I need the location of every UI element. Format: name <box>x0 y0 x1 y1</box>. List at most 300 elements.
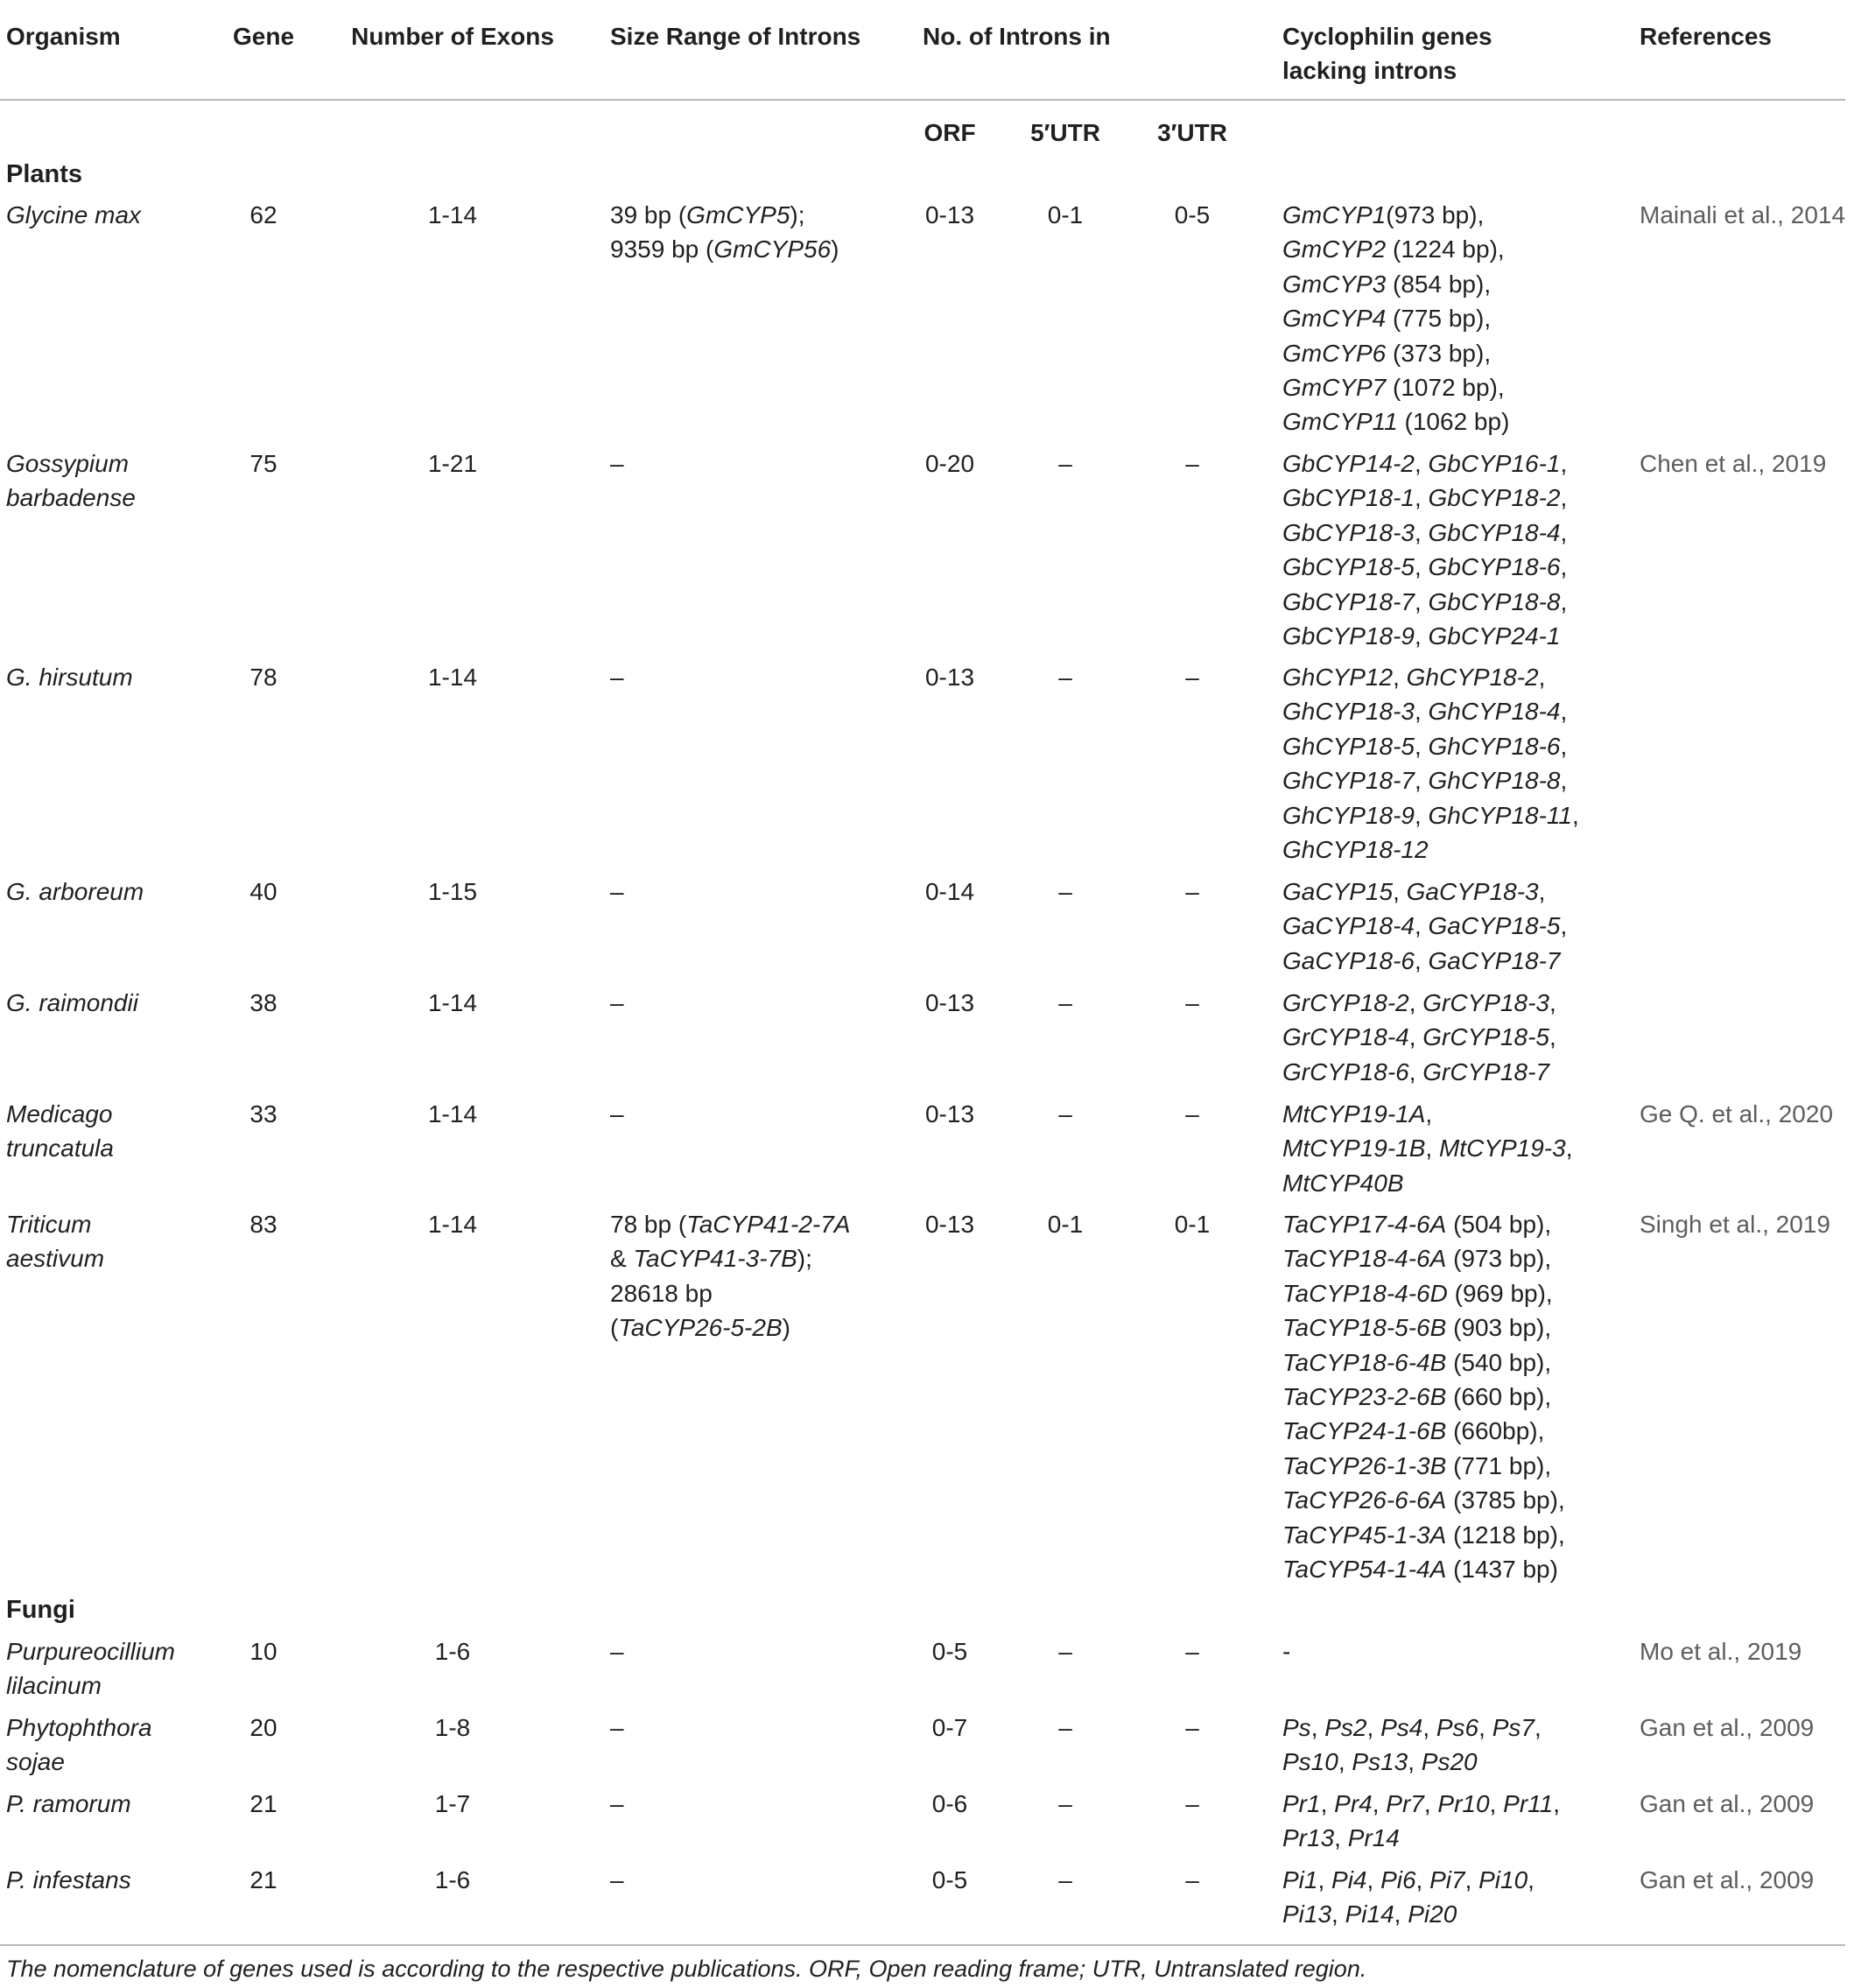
text-segment: , <box>1478 1714 1492 1741</box>
table-footnote: The nomenclature of genes used is according to the respective publications. ORF, Open reading frame; UTR, Untranslated region. <box>6 1956 1367 1982</box>
text-segment: , <box>1408 989 1423 1016</box>
text-segment: , <box>1414 553 1429 581</box>
intronless-genes-line <box>1282 232 1509 266</box>
gene-count: 78 <box>249 664 277 691</box>
gene-name: Ps10 <box>1282 1748 1338 1776</box>
organism-name <box>6 1787 131 1821</box>
text-segment: , <box>1393 664 1407 691</box>
exon-count: 1-6 <box>434 1638 471 1665</box>
gene-count: 21 <box>249 1866 277 1893</box>
text-segment: , <box>1338 1748 1352 1776</box>
gene-name: GmCYP2 <box>1282 235 1387 263</box>
text-segment: , <box>1489 1790 1504 1817</box>
text-segment: , <box>1408 1023 1423 1051</box>
header-lacking-line1: Cyclophilin genes <box>1282 23 1492 50</box>
text-segment: (1224 bp), <box>1386 235 1505 263</box>
intronless-genes-line <box>1282 729 1579 763</box>
text-segment: , <box>1372 1790 1387 1817</box>
intronless-genes-line <box>1282 1380 1565 1414</box>
intronless-genes <box>1282 1097 1572 1200</box>
orf-introns: 0-14 <box>924 878 975 905</box>
intronless-genes-line <box>1282 1552 1565 1586</box>
text-segment: , <box>1560 767 1568 795</box>
exon-count: 1-6 <box>434 1866 471 1893</box>
subheader-3utr: 3′UTR <box>1157 119 1227 146</box>
orf-introns: 0-20 <box>924 450 975 477</box>
utr3-introns: – <box>1185 989 1199 1016</box>
organism-name-line: Purpureocillium <box>6 1638 175 1665</box>
gene-name: TaCYP41-3-7B <box>633 1245 797 1273</box>
intron-size-range <box>610 1207 850 1345</box>
organism-name <box>6 875 144 909</box>
intronless-genes-line <box>1282 550 1567 584</box>
gene-name: Pr13 <box>1282 1824 1335 1852</box>
organism-name-line: Phytophthora <box>6 1714 152 1741</box>
text-segment: - <box>1282 1638 1291 1665</box>
text-segment: – <box>610 450 624 477</box>
gene-name: TaCYP41-2-7A <box>686 1211 851 1238</box>
reference: Mo et al., 2019 <box>1640 1638 1802 1665</box>
gene-name: Ps <box>1282 1714 1311 1741</box>
utr5-introns: – <box>1058 989 1072 1016</box>
gene-name: GrCYP18-4 <box>1282 1023 1409 1051</box>
gene-name: GhCYP18-4 <box>1428 698 1561 726</box>
gene-name: Pr1 <box>1282 1790 1321 1817</box>
text-segment: , <box>1538 878 1546 905</box>
intronless-genes-line <box>1282 1207 1565 1241</box>
intronless-genes-line <box>1282 1634 1290 1668</box>
header-organism: Organism <box>6 23 121 50</box>
text-segment: , <box>1549 1023 1556 1051</box>
intronless-genes-line <box>1282 336 1509 370</box>
text-segment: , <box>1414 732 1429 760</box>
text-segment: , <box>1422 1714 1436 1741</box>
gene-name: GbCYP18-7 <box>1282 587 1415 615</box>
utr5-introns: 0-1 <box>1047 201 1084 228</box>
gene-name: Pi14 <box>1345 1900 1394 1928</box>
organism-name <box>6 1097 114 1166</box>
gene-name: GrCYP18-5 <box>1422 1023 1549 1051</box>
intronless-genes-line <box>1282 944 1567 978</box>
gene-name: Ps4 <box>1380 1714 1423 1741</box>
utr5-introns: – <box>1058 1638 1072 1665</box>
text-segment: , <box>1414 946 1429 974</box>
gene-name: GbCYP18-9 <box>1282 622 1415 650</box>
utr5-introns: 0-1 <box>1047 1211 1084 1238</box>
utr3-introns: – <box>1185 664 1199 691</box>
intron-size-range <box>610 1787 624 1821</box>
organism-name <box>6 660 133 694</box>
text-segment: (1072 bp), <box>1386 374 1505 402</box>
text-segment: ) <box>782 1314 790 1342</box>
gene-name: Pr10 <box>1437 1790 1490 1817</box>
gene-name: Pi10 <box>1478 1866 1528 1893</box>
text-segment: , <box>1394 1900 1408 1928</box>
subheader-5utr: 5′UTR <box>1030 119 1100 146</box>
intron-size-range-line <box>610 1711 624 1745</box>
text-segment: , <box>1310 1714 1325 1741</box>
text-segment: , <box>1414 698 1429 726</box>
intron-size-range <box>610 875 624 909</box>
gene-name: TaCYP23-2-6B <box>1282 1383 1447 1411</box>
gene-name: MtCYP19-1A <box>1282 1100 1426 1127</box>
text-segment: , <box>1560 587 1568 615</box>
intronless-genes <box>1282 1863 1534 1932</box>
text-segment: , <box>1366 1714 1381 1741</box>
text-segment: , <box>1553 1790 1560 1817</box>
utr5-introns: – <box>1058 878 1072 905</box>
intronless-genes <box>1282 875 1567 978</box>
gene-name: GbCYP14-2 <box>1282 450 1415 477</box>
gene-name: Pi4 <box>1331 1866 1367 1893</box>
intronless-genes-line <box>1282 267 1509 301</box>
text-segment: , <box>1560 484 1568 512</box>
text-segment: , <box>1560 553 1568 581</box>
intronless-genes-line <box>1282 1821 1560 1855</box>
gene-count: 62 <box>249 201 277 228</box>
intronless-genes-line <box>1282 370 1509 404</box>
gene-name: TaCYP18-6-4B <box>1282 1348 1447 1376</box>
intronless-genes-line <box>1282 832 1579 867</box>
text-segment: , <box>1414 450 1429 477</box>
text-segment: , <box>1560 450 1568 477</box>
exon-count: 1-15 <box>427 878 478 905</box>
intron-size-range-line <box>610 446 624 481</box>
intronless-genes <box>1282 660 1579 867</box>
intronless-genes-line <box>1282 1097 1572 1131</box>
header-divider <box>0 99 1845 101</box>
exon-count: 1-14 <box>427 201 478 228</box>
reference: Gan et al., 2009 <box>1640 1790 1815 1817</box>
text-segment: (775 bp), <box>1386 305 1492 333</box>
gene-name: GhCYP18-6 <box>1428 732 1561 760</box>
exon-count: 1-14 <box>427 1211 478 1238</box>
organism-name-line: Gossypium <box>6 450 130 477</box>
gene-name: GbCYP18-3 <box>1282 518 1415 546</box>
gene-name: TaCYP26-5-2B <box>618 1314 783 1342</box>
organism-name <box>6 1634 175 1703</box>
gene-count: 21 <box>249 1790 277 1817</box>
text-segment: ) <box>831 235 839 263</box>
gene-name: Pi6 <box>1380 1866 1416 1893</box>
intronless-genes <box>1282 1787 1560 1856</box>
text-segment: , <box>1331 1900 1345 1928</box>
organism-name <box>6 1863 131 1897</box>
utr5-introns: – <box>1058 1866 1072 1893</box>
text-segment: , <box>1408 1057 1423 1085</box>
organism-name-line: aestivum <box>6 1245 105 1273</box>
gene-name: Pr11 <box>1503 1790 1554 1817</box>
intron-size-range-line <box>610 1634 624 1668</box>
intronless-genes-line <box>1282 516 1567 550</box>
gene-name: GmCYP4 <box>1282 305 1387 333</box>
exon-count: 1-7 <box>434 1790 471 1817</box>
exon-count: 1-14 <box>427 1100 478 1127</box>
gene-name: GbCYP16-1 <box>1428 450 1561 477</box>
gene-name: GaCYP18-5 <box>1428 912 1561 940</box>
gene-count: 75 <box>249 450 277 477</box>
text-segment: (969 bp), <box>1447 1279 1553 1307</box>
gene-name: TaCYP26-1-3B <box>1282 1451 1447 1479</box>
text-segment: , <box>1393 878 1407 905</box>
text-segment: & <box>610 1245 634 1273</box>
organism-name-line: sojae <box>6 1748 65 1776</box>
intron-size-range-line <box>610 1276 850 1310</box>
text-segment: , <box>1320 1790 1335 1817</box>
text-segment: – <box>610 1866 624 1893</box>
header-references: References <box>1640 23 1772 50</box>
gene-name: GmCYP7 <box>1282 374 1387 402</box>
organism-name-line: lilacinum <box>6 1672 102 1700</box>
exon-count: 1-21 <box>427 450 478 477</box>
gene-name: GmCYP5 <box>686 201 790 228</box>
exon-count: 1-14 <box>427 664 478 691</box>
intron-size-range-line <box>610 1863 624 1897</box>
gene-name: GrCYP18-7 <box>1422 1057 1549 1085</box>
text-segment: , <box>1425 1134 1439 1163</box>
gene-name: TaCYP45-1-3A <box>1282 1521 1447 1549</box>
text-segment: ); <box>797 1245 812 1273</box>
intron-size-range-line <box>610 1097 624 1131</box>
text-segment: , <box>1366 1866 1381 1893</box>
text-segment: , <box>1408 1748 1422 1776</box>
orf-introns: 0-5 <box>931 1866 968 1893</box>
gene-name: TaCYP18-5-6B <box>1282 1314 1447 1342</box>
gene-name: MtCYP19-1B <box>1282 1134 1426 1163</box>
text-segment: , <box>1414 801 1429 829</box>
reference: Singh et al., 2019 <box>1640 1211 1830 1238</box>
gene-name: GbCYP18-4 <box>1428 518 1561 546</box>
orf-introns: 0-13 <box>924 1100 975 1127</box>
organism-name-line: G. raimondii <box>6 989 138 1016</box>
intron-size-range-line <box>610 875 624 909</box>
text-segment: (373 bp), <box>1386 339 1492 367</box>
gene-name: Ps20 <box>1421 1748 1478 1776</box>
text-segment: (903 bp), <box>1446 1314 1552 1342</box>
text-segment: , <box>1560 698 1568 726</box>
text-segment: 28618 bp <box>610 1279 713 1307</box>
intronless-genes-line <box>1282 1787 1560 1821</box>
reference: Chen et al., 2019 <box>1640 450 1827 477</box>
intronless-genes-line <box>1282 198 1509 232</box>
utr5-introns: – <box>1058 1714 1072 1741</box>
text-segment: (1218 bp), <box>1446 1521 1565 1549</box>
intronless-genes-line <box>1282 986 1556 1020</box>
gene-name: GaCYP18-3 <box>1406 878 1539 905</box>
text-segment: (854 bp), <box>1386 270 1492 298</box>
text-segment: , <box>1560 518 1568 546</box>
intronless-genes-line <box>1282 1863 1534 1897</box>
gene-name: GmCYP1 <box>1282 201 1387 228</box>
intronless-genes-line <box>1282 1449 1565 1483</box>
gene-name: GbCYP18-8 <box>1428 587 1561 615</box>
intronless-genes-line <box>1282 1897 1534 1931</box>
intronless-genes <box>1282 198 1509 439</box>
section-fungi: Fungi <box>6 1596 75 1624</box>
text-segment: – <box>610 1714 624 1741</box>
orf-introns: 0-13 <box>924 201 975 228</box>
text-segment: , <box>1414 912 1429 940</box>
intron-size-range <box>610 1097 624 1131</box>
intron-size-range <box>610 986 624 1020</box>
gene-name: GmCYP3 <box>1282 270 1387 298</box>
gene-count: 40 <box>249 878 277 905</box>
header-intron-size: Size Range of Introns <box>610 23 861 50</box>
gene-name: GhCYP18-2 <box>1406 664 1539 691</box>
organism-name-line: barbadense <box>6 484 136 512</box>
intronless-genes-line <box>1282 1055 1556 1089</box>
organism-name <box>6 446 136 516</box>
reference: Gan et al., 2009 <box>1640 1866 1815 1893</box>
text-segment: – <box>610 1790 624 1817</box>
gene-name: GhCYP18-11 <box>1428 801 1572 829</box>
intron-size-range <box>610 1711 624 1745</box>
gene-name: GhCYP18-9 <box>1282 801 1415 829</box>
orf-introns: 0-13 <box>924 1211 975 1238</box>
orf-introns: 0-7 <box>931 1714 968 1741</box>
intronless-genes <box>1282 446 1567 653</box>
gene-name: Ps7 <box>1492 1714 1534 1741</box>
intronless-genes-line <box>1282 1345 1565 1380</box>
orf-introns: 0-13 <box>924 664 975 691</box>
intron-size-range-line <box>610 1207 850 1241</box>
gene-name: TaCYP26-6-6A <box>1282 1486 1447 1514</box>
gene-name: GmCYP6 <box>1282 339 1387 367</box>
intronless-genes-line <box>1282 446 1567 481</box>
text-segment: (660bp), <box>1446 1417 1545 1445</box>
intron-size-range-line <box>610 1310 850 1345</box>
gene-name: GrCYP18-3 <box>1422 989 1549 1016</box>
intronless-genes-line <box>1282 875 1567 909</box>
gene-name: GbCYP24-1 <box>1428 622 1561 650</box>
text-segment: – <box>610 664 624 691</box>
gene-name: GhCYP18-3 <box>1282 698 1415 726</box>
text-segment: ( <box>610 1314 619 1342</box>
organism-name-line: truncatula <box>6 1134 114 1163</box>
intronless-genes <box>1282 986 1556 1089</box>
gene-name: GhCYP18-8 <box>1428 767 1561 795</box>
text-segment: , <box>1572 801 1579 829</box>
text-segment: 78 bp ( <box>610 1211 687 1238</box>
organism-name-line: G. hirsutum <box>6 664 133 691</box>
subheader-orf: ORF <box>923 119 976 146</box>
header-exons: Number of Exons <box>351 23 554 50</box>
intronless-genes <box>1282 1711 1541 1780</box>
organism-name-line: Glycine max <box>6 201 142 228</box>
gene-name: TaCYP18-4-6D <box>1282 1279 1448 1307</box>
gene-name: Pi7 <box>1429 1866 1465 1893</box>
gene-name: MtCYP19-3 <box>1438 1134 1566 1163</box>
gene-name: Pi13 <box>1282 1900 1332 1928</box>
text-segment: (3785 bp), <box>1446 1486 1565 1514</box>
intronless-genes-line <box>1282 619 1567 653</box>
gene-name: TaCYP18-4-6A <box>1282 1245 1447 1273</box>
gene-name: GhCYP12 <box>1282 664 1394 691</box>
text-segment: , <box>1415 1866 1430 1893</box>
text-segment: , <box>1527 1866 1534 1893</box>
utr3-introns: 0-1 <box>1174 1211 1211 1238</box>
gene-name: GhCYP18-5 <box>1282 732 1415 760</box>
gene-name: GaCYP18-4 <box>1282 912 1415 940</box>
intronless-genes-line <box>1282 1711 1541 1745</box>
gene-name: GbCYP18-1 <box>1282 484 1415 512</box>
intronless-genes <box>1282 1207 1565 1586</box>
reference: Gan et al., 2009 <box>1640 1714 1815 1741</box>
intronless-genes-line <box>1282 1241 1565 1275</box>
exon-count: 1-8 <box>434 1714 471 1741</box>
text-segment: (1437 bp) <box>1446 1556 1558 1584</box>
intron-size-range-line <box>610 1241 850 1275</box>
text-segment: , <box>1423 1790 1438 1817</box>
gene-name: Pi20 <box>1408 1900 1457 1928</box>
gene-count: 38 <box>249 989 277 1016</box>
reference: Ge Q. et al., 2020 <box>1640 1100 1834 1127</box>
text-segment: – <box>610 1100 624 1127</box>
utr3-introns: – <box>1185 1638 1199 1665</box>
intronless-genes-line <box>1282 301 1509 335</box>
text-segment: , <box>1414 518 1429 546</box>
intron-size-range-line <box>610 198 839 232</box>
organism-name-line: Triticum <box>6 1211 92 1238</box>
gene-name: GrCYP18-6 <box>1282 1057 1409 1085</box>
gene-name: GaCYP15 <box>1282 878 1394 905</box>
utr5-introns: – <box>1058 1790 1072 1817</box>
organism-name-line: Medicago <box>6 1100 113 1127</box>
text-segment: (660 bp), <box>1446 1383 1552 1411</box>
gene-name: GbCYP18-2 <box>1428 484 1561 512</box>
gene-count: 10 <box>249 1638 277 1665</box>
intronless-genes-line <box>1282 1131 1572 1165</box>
text-segment: , <box>1565 1134 1573 1163</box>
text-segment: , <box>1425 1100 1433 1127</box>
utr3-introns: – <box>1185 1866 1199 1893</box>
orf-introns: 0-13 <box>924 989 975 1016</box>
text-segment: – <box>610 1638 624 1665</box>
intronless-genes-line <box>1282 1276 1565 1310</box>
text-segment: , <box>1414 587 1429 615</box>
utr5-introns: – <box>1058 450 1072 477</box>
gene-name: Pi1 <box>1282 1866 1318 1893</box>
text-segment: (504 bp), <box>1446 1211 1552 1238</box>
intronless-genes-line <box>1282 660 1579 694</box>
exon-count: 1-14 <box>427 989 478 1016</box>
intronless-genes-line <box>1282 798 1579 832</box>
gene-name: GhCYP18-12 <box>1282 836 1429 864</box>
gene-name: TaCYP24-1-6B <box>1282 1417 1447 1445</box>
text-segment: (973 bp), <box>1386 201 1485 228</box>
utr3-introns: – <box>1185 1714 1199 1741</box>
text-segment: , <box>1414 484 1429 512</box>
intronless-genes <box>1282 1634 1290 1668</box>
gene-name: GaCYP18-6 <box>1282 946 1415 974</box>
text-segment: , <box>1414 622 1429 650</box>
intron-size-range <box>610 1863 624 1897</box>
intronless-genes-line <box>1282 694 1579 728</box>
utr3-introns: – <box>1185 878 1199 905</box>
intron-size-range-line <box>610 986 624 1020</box>
header-lacking-line2: lacking introns <box>1282 57 1457 84</box>
gene-name: Pr4 <box>1334 1790 1373 1817</box>
intron-size-range-line <box>610 660 624 694</box>
intronless-genes-line <box>1282 909 1567 943</box>
intron-size-range <box>610 198 839 267</box>
gene-name: GbCYP18-6 <box>1428 553 1561 581</box>
intronless-genes-line <box>1282 1020 1556 1054</box>
organism-name <box>6 1711 152 1780</box>
utr3-introns: – <box>1185 450 1199 477</box>
gene-name: GbCYP18-5 <box>1282 553 1415 581</box>
intronless-genes-line <box>1282 585 1567 619</box>
